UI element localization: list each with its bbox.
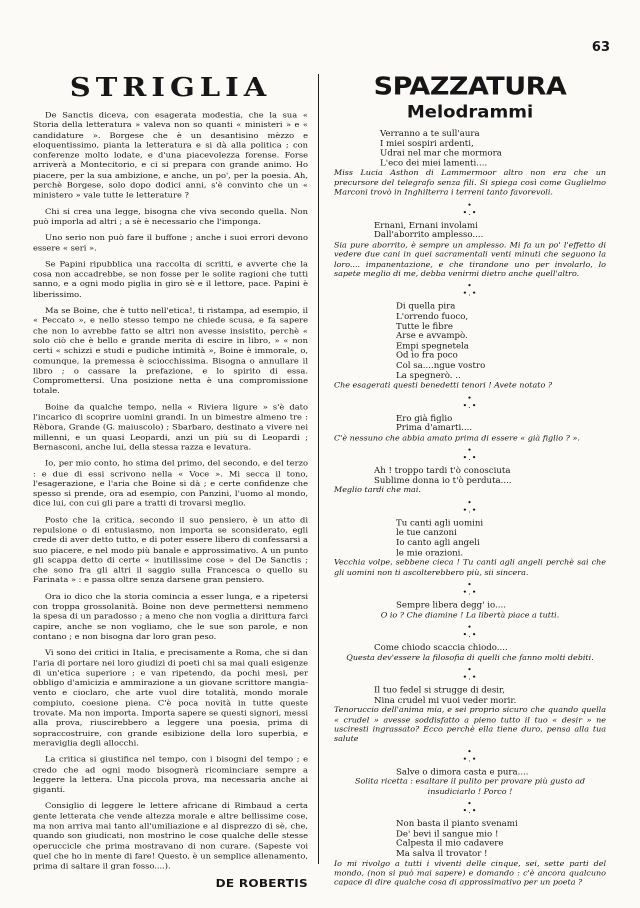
separator-ornament: • •.• — [462, 622, 478, 639]
paragraph: Boine da qualche tempo, nella « Riviera ligure » s'è dato l'incarico di scoprire uomini grandi. In un bimestre almeno tre : Rèbora, Grande (G. maiuscolo) ; Sbarbaro, destinato a vivere nei millenni, e un quasi Leopardi, anzi un più su di Leopardi ; Bernasconi, anche lui, della stessa razza e levatura. — [33, 402, 308, 452]
commentary: O io ? Che diamine ! La libertà piace a tutti. — [380, 610, 560, 619]
verse-line: Di quella pira — [396, 302, 456, 312]
verse-line: Io canto agli angeli — [396, 538, 480, 548]
commentary: Miss Lucia Asthon di Lammermoor altro non era che un precursore del telegrafo senza fili. Si spiega così come Guglielmo Marconi trovò in Inghilterra i terreni tanto favorevoli. — [334, 168, 606, 197]
article-title-spazzatura: SPAZZATURA — [373, 72, 567, 101]
verse-line: Verranno a te sull'aura — [380, 129, 480, 139]
libretto-verse — [334, 466, 606, 486]
verse-line: I miei sospiri ardenti, — [380, 139, 474, 149]
separator-ornament: • •.• — [462, 446, 478, 462]
paragraph: Ora io dico che la storia comincia a esser lunga, e a ripetersi con troppa grossolanità. Boine non deve permettersi nemmeno la spesa di un paradosso ; a meno che non voglia a dirittura farci capire, anche se non vogliamo, che le sue son parole, e non contano ; e non bisogna dar loro gran peso. — [33, 591, 308, 641]
verse-line: le mie orazioni. — [396, 548, 464, 558]
verse-line: Ah ! troppo tardi t'ò conosciuta — [374, 466, 511, 476]
commentary: C'è nessuno che abbia amato prima di essere « già figlio ? ». — [334, 433, 580, 442]
verse-line: Sublime donna io t'ò perduta.... — [374, 476, 512, 486]
libretto-verse — [334, 130, 606, 169]
verse-line: Udrai nel mar che mormora — [380, 149, 502, 159]
verse-line: Empi spegnetela — [396, 341, 469, 352]
libretto-verse — [334, 414, 606, 434]
paragraph: Posto che la critica, secondo il suo pensiero, è un atto di repulsione o di entusiasmo, non importa se sconsiderato, egli crede di aver detto tutto, e di poter essere libero di confessarsi a suo piacere, e nel modo più banale e approssimativo. A un punto gli scappa detto di certe « inutilissime cose » del De Sanctis ; che sono fra gli altri il saggio sulla Francesca o quello su Farinata » : e passa oltre senza darsene gran pensiero. — [33, 515, 308, 585]
separator-ornament: • •.• — [462, 799, 478, 816]
separator-ornament: • •.• — [462, 200, 478, 217]
verse-line: L'eco dei miei lamenti.... — [380, 159, 488, 169]
right-column — [334, 72, 606, 890]
article-subtitle: Melodrammi — [406, 102, 534, 123]
separator-ornament: • •.• — [462, 282, 478, 298]
paragraph: Uno serio non può fare il buffone ; anche i suoi errori devono essere « seri ». — [33, 233, 308, 253]
libretto-verse — [334, 302, 606, 381]
paragraph: Ma se Boine, che è tutto nell'etica!, ti ristampa, ad esempio, il « Peccato », e nello stesso tempo ne chiede scusa, e fa sapere che non lo avrebbe fatto se altri non avesse insistito, perchè « solo ciò che è bello e grande merita di escire in libro, » « non certi « schizzi e studi e pudiche intimità », Boine è immorale, o, comunque, la premessa è sciocchissima. Bisogna o annullare il libro ; o cassare la prefazione, e lo spirito di essa. Compromettersi. Una posizione netta è una compromissione totale. — [33, 305, 308, 395]
verse-line: Calpesta il mio cadavere — [396, 839, 504, 849]
commentary: Tenoruccio dell'anima mia, e sei proprio sicuro che quando quella « crudel » avesse soddisfatto a pieno tutto il tuo « desir » ne usciresti ingrassato? Ecco perchè ella tiene duro, pensa alla tua salute — [334, 705, 606, 744]
libretto-verse — [334, 686, 606, 706]
paragraph: Se Papini ripubblica una raccolta di scritti, e avverte che la cosa non accadrebbe, se non fosse per le solite ragioni che tutti sanno, e a ogni modo piglia in giro sè e il lettore, pace. Papini è liberissimo. — [33, 259, 308, 299]
verse-line: De' bevi il sangue mio ! — [396, 829, 499, 839]
verse-line: Sempre libera degg' io.... — [396, 600, 506, 611]
verse-line: La spegnerò. .. — [396, 371, 461, 381]
separator-ornament: • •.• — [462, 747, 478, 763]
verse-line: Nina crudel mi vuoi veder morir. — [374, 695, 517, 706]
verse-line: Od io fra poco — [396, 351, 458, 361]
verse-line: Il tuo fedel si strugge di desir, — [374, 686, 505, 696]
article-title-striglia: STRIGLIA — [69, 72, 272, 103]
verse-line: Col sa....ngue vostro — [396, 361, 486, 371]
libretto-verse — [334, 768, 606, 778]
verse-line: Tutte le fibre — [396, 322, 453, 332]
commentary: Che esagerati questi benedetti tenori ! Avete notato ? — [334, 381, 553, 390]
libretto-verse — [334, 601, 606, 611]
commentary: Meglio tardi che mai. — [334, 486, 421, 495]
commentary: Solita ricetta : esaltare il pulito per provare più gusto ad insudiciarlo ! Porco ! — [355, 777, 585, 796]
paragraph: Vi sono dei critici in Italia, e precisamente a Roma, che si dan l'aria di portare nei loro giudizi di poeti chi sa mai quali esigenze di un'etica superiore ; e van ripetendo, da pochi mesi, per obbligo d'amicizia e ammirazione a un giovane scrittore mangia-vento e cioclaro, che arte vuol dire totalità, mondo morale compiuto, coesione piena. C'è poca novità in tutte queste trovate. Ma non importa. Importa sapere se questi signori, messi alla prova, riuscirebbero a leggere una poesia, prima di sopraccostruire, con grande esibizione della loro superbia, e meraviglia degli allocchi. — [33, 648, 308, 748]
libretto-verse — [334, 643, 606, 653]
verse-line: le tue canzoni — [396, 528, 457, 539]
commentary: Questa dev'essere la filosofia di quelli che fanno molti debiti. — [346, 653, 594, 662]
page-number: 63 — [591, 40, 610, 55]
paragraph: La critica si giustifica nel tempo, con i bisogni del tempo ; e credo che ad ogni modo bisognerà ricominciare sempre a leggere la lettera. Una piccola prova, ma necessaria anche ai giganti. — [33, 754, 308, 794]
left-column — [33, 72, 308, 890]
separator-ornament: • •.• — [462, 498, 478, 515]
verse-line: Ma salva il trovator ! — [396, 849, 488, 859]
commentary: Io mi rivolgo a tutti i viventi delle cinque, sei, sette parti del mondo, (non si può mai sapere) e domando : c'è ancora qualcuno capace di dire qualche cosa di approssimativo per un poeta ? — [334, 859, 606, 887]
verse-line: Non basta il pianto svenami — [396, 819, 518, 830]
verse-line: Ernani, Ernani involami — [374, 220, 478, 231]
libretto-verse — [334, 820, 606, 859]
paragraph: Io, per mio conto, ho stima del primo, del secondo, e del terzo : e due di essi scrivono nella « Voce ». Mi secca il tono, l'esagerazione, e l'aria che Boine si dà ; e certe confidenze che spesso si prende, ora ad esempio, con Panzini, l'uomo al mondo, dice lui, con cui gli pare a tratti di trovarsi meglio. — [33, 458, 308, 508]
verse-line: Come chiodo scaccia chiodo.... — [374, 643, 508, 653]
verse-line: Tu canti agli uomini — [396, 518, 484, 529]
verse-line: Arse e avvampò. — [396, 331, 468, 342]
libretto-verse — [334, 519, 606, 558]
commentary: Vecchia volpe, sebbene cieca ! Tu canti agli angeli perchè sai che gli uomini non ti ascolterebbero più, sii sincera. — [334, 558, 606, 577]
paragraph: Chi si crea una legge, bisogna che viva secondo quella. Non può imporla ad altri ; a sè è necessario che l'imponga. — [33, 206, 308, 226]
verse-line: L'orrendo fuoco, — [396, 312, 469, 322]
verse-line: Ero già figlio — [396, 413, 453, 424]
verse-line: Dall'aborrito amplesso.... — [374, 230, 484, 241]
paragraph: Consiglio di leggere le lettere africane di Rimbaud a certa gente letterata che vende altezza morale e altre bellissime cose, ma non arriva mai tanto all'umiliazione e al disprezzo di sè, che, quando son giudicati, non mostrino le cose qualche delle stesse operuccicle che prima mostravano di non curare. (Sapeste voi quel che ho in mente di fare! Questo, è un semplice allenamento, prima di saltare il gran fosso....). — [33, 801, 308, 871]
paragraph: De Sanctis diceva, con esagerata modestia, che la sua « Storia della letteratura » valeva non so quanti « ministeri » e « candidature ». Borgese che è un desantisino mèzzo e eloquentissimo, pianta la letteratura e si dà alla politica ; con conferenze molto lodate, e d'una piacevolezza forense. Forse arriverà a Montecitorio, e ci si prepara con grande animo. Ho piacere, per la sua ambizione, e anche, un po', per la poesia. Ah, perchè Borgese, solo dopo dodici anni, s'è convinto che un « ministero » vale tutte le letterature ? — [33, 110, 308, 200]
separator-ornament: • •.• — [462, 393, 478, 410]
verse-blocks — [334, 130, 606, 889]
libretto-verse — [334, 221, 606, 241]
separator-ornament: • •.• — [462, 665, 478, 682]
verse-line: Salve o dimora casta e pura.... — [396, 767, 529, 777]
column-divider — [318, 74, 319, 864]
verse-line: Prima d'amarti.... — [396, 423, 473, 434]
separator-ornament: • •.• — [462, 580, 478, 597]
author-signature: DE ROBERTIS — [215, 877, 308, 891]
commentary: Sia pure aborrito, è sempre un amplesso. Mi fa un po' l'effetto di vedere due cani in quei sacramentali venti minuti che seguono la loro.... impanentazione, e che tirandone uno per involarlo, lo sapete meglio di me, debba venirmi dietro anche quell'altro. — [334, 240, 606, 278]
